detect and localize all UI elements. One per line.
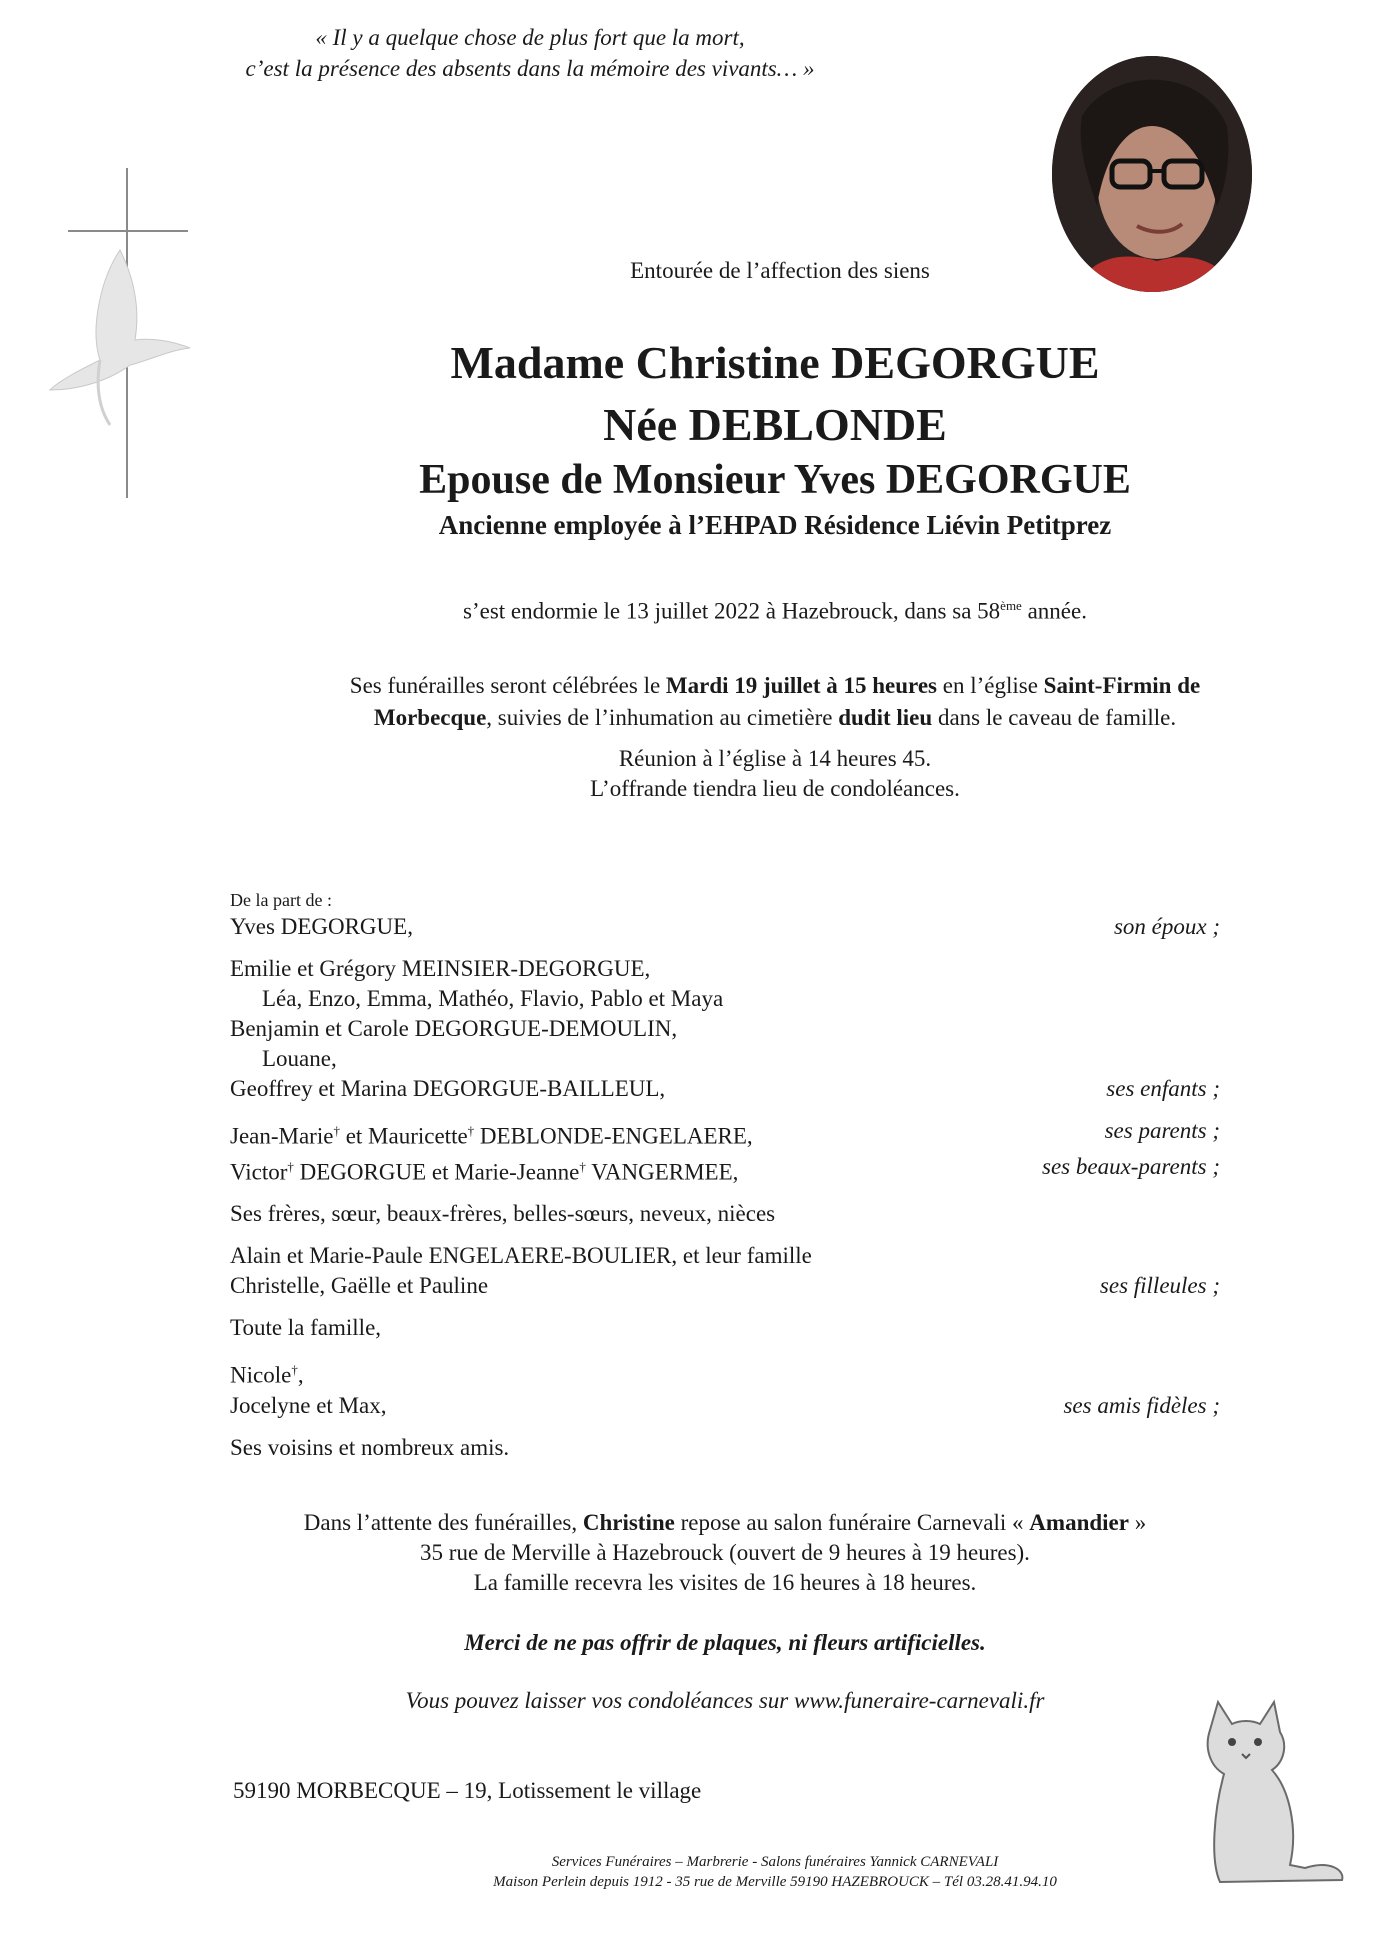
family-address: 59190 MORBECQUE – 19, Lotissement le village bbox=[233, 1778, 702, 1803]
relation-label: ses enfants ; bbox=[1106, 1076, 1220, 1101]
name-part: Victor bbox=[230, 1159, 288, 1185]
death-text-end: année. bbox=[1021, 598, 1087, 624]
dagger-mark: † bbox=[579, 1158, 586, 1174]
viewing-line-1 bbox=[200, 1508, 1250, 1538]
flowers-notice: Merci de ne pas offrir de plaques, ni fleurs artificielles. bbox=[464, 1630, 986, 1655]
entouree-line: Entourée de l’affection des siens bbox=[630, 258, 930, 283]
maiden-name: Née DEBLONDE bbox=[603, 399, 947, 450]
funeral-date: Mardi 19 juillet à 15 heures bbox=[665, 673, 938, 698]
occupation-line: Ancienne employée à l’EHPAD Résidence Liévin Petitprez bbox=[438, 510, 1112, 540]
list-item: Emilie et Grégory MEINSIER-DEGORGUE, bbox=[230, 956, 651, 981]
family-member bbox=[230, 1152, 738, 1188]
deceased-name: Madame Christine DEGORGUE bbox=[450, 337, 1100, 388]
list-item bbox=[230, 1391, 1220, 1421]
viewing-text: repose au salon funéraire Carnevali « bbox=[674, 1510, 1030, 1535]
family-member: Yves DEGORGUE, bbox=[230, 914, 413, 939]
name-part: DEBLONDE-ENGELAERE, bbox=[474, 1123, 753, 1149]
name-part: DEGORGUE et Marie-Jeanne bbox=[293, 1159, 580, 1185]
offrande-line: L’offrande tiendra lieu de condoléances. bbox=[590, 776, 960, 801]
dove-icon bbox=[40, 240, 200, 430]
quote-line-1: « Il y a quelque chose de plus fort que la mort, bbox=[315, 25, 745, 50]
list-item bbox=[230, 912, 1220, 942]
funeral-church: Saint-Firmin de Morbecque bbox=[373, 673, 1201, 730]
funeral-home-footer bbox=[300, 1852, 1250, 1892]
cross-horizontal bbox=[68, 230, 188, 232]
family-member: Christelle, Gaëlle et Pauline bbox=[230, 1273, 489, 1299]
reunion-line: Réunion à l’église à 14 heures 45. bbox=[618, 746, 932, 771]
viewing-details bbox=[200, 1508, 1250, 1598]
family-member: Geoffrey et Marina DEGORGUE-BAILLEUL, bbox=[230, 1076, 666, 1101]
list-item bbox=[230, 1271, 1220, 1301]
family-list bbox=[230, 912, 1220, 1463]
relation-label: son époux ; bbox=[1113, 914, 1220, 939]
viewing-name: Christine bbox=[582, 1510, 675, 1535]
name-part: VANGERMEE, bbox=[585, 1159, 739, 1185]
list-item: Ses voisins et nombreux amis. bbox=[230, 1434, 510, 1460]
list-item: Louane, bbox=[262, 1046, 337, 1071]
family-member: Jocelyne et Max, bbox=[230, 1392, 387, 1418]
list-item bbox=[230, 1355, 1220, 1391]
death-announcement bbox=[300, 598, 1250, 625]
dagger-mark: † bbox=[287, 1158, 294, 1174]
epigraph-quote bbox=[200, 22, 860, 84]
name-part: et Mauricette bbox=[339, 1123, 468, 1149]
relation-label: ses parents ; bbox=[1104, 1118, 1220, 1143]
portrait-photo bbox=[1052, 56, 1252, 292]
viewing-line-2: 35 rue de Merville à Hazebrouck (ouvert de 9 heures à 19 heures). bbox=[420, 1540, 1030, 1565]
family-intro: De la part de : bbox=[230, 890, 332, 910]
list-item: Ses frères, sœur, beaux-frères, belles-sœurs, neveux, nièces bbox=[230, 1201, 776, 1227]
list-item bbox=[230, 1116, 1220, 1152]
dagger-mark: † bbox=[467, 1123, 475, 1138]
death-ordinal: ème bbox=[1000, 598, 1022, 613]
dagger-mark: † bbox=[291, 1362, 298, 1378]
footer-line-2: Maison Perlein depuis 1912 - 35 rue de Merville 59190 HAZEBROUCK – Tél 03.28.41.94.10 bbox=[493, 1874, 1057, 1890]
funeral-text: en l’église bbox=[937, 673, 1044, 698]
relation-label: ses beaux-parents ; bbox=[1042, 1153, 1220, 1179]
list-item bbox=[230, 1152, 1220, 1188]
reunion-block bbox=[300, 744, 1250, 804]
viewing-text: » bbox=[1128, 1510, 1147, 1535]
dagger-mark: † bbox=[333, 1123, 340, 1138]
list-item: Toute la famille, bbox=[230, 1315, 382, 1341]
funeral-text: dans le caveau de famille. bbox=[932, 705, 1177, 730]
viewing-line-3: La famille recevra les visites de 16 heures à 18 heures. bbox=[473, 1570, 977, 1595]
list-item: Benjamin et Carole DEGORGUE-DEMOULIN, bbox=[230, 1016, 678, 1041]
name-part: Jean-Marie bbox=[230, 1123, 334, 1149]
name-part: , bbox=[297, 1362, 304, 1388]
list-item: Alain et Marie-Paule ENGELAERE-BOULIER, et leur famille bbox=[230, 1243, 812, 1269]
family-member bbox=[230, 1116, 753, 1152]
death-text: s’est endormie le 13 juillet 2022 à Hazebrouck, dans sa 58 bbox=[463, 598, 1001, 624]
funeral-text: , suivies de l’inhumation au cimetière bbox=[486, 705, 839, 730]
funeral-text: Ses funérailles seront célébrées le bbox=[349, 673, 666, 698]
condolences-notice: Vous pouvez laisser vos condoléances sur www.funeraire-carnevali.fr bbox=[405, 1688, 1045, 1713]
quote-line-2: c’est la présence des absents dans la mémoire des vivants… » bbox=[245, 56, 815, 81]
name-part: Nicole bbox=[230, 1362, 292, 1388]
funeral-details bbox=[300, 670, 1250, 734]
funeral-place: dudit lieu bbox=[838, 705, 933, 730]
footer-line-1: Services Funéraires – Marbrerie - Salons funéraires Yannick CARNEVALI bbox=[551, 1854, 999, 1870]
viewing-text: Dans l’attente des funérailles, bbox=[303, 1510, 583, 1535]
list-item bbox=[230, 1074, 1220, 1104]
relation-label: ses amis fidèles ; bbox=[1063, 1392, 1220, 1418]
list-item: Léa, Enzo, Emma, Mathéo, Flavio, Pablo et Maya bbox=[262, 986, 724, 1011]
viewing-salon: Amandier bbox=[1029, 1510, 1129, 1535]
spouse-line: Epouse de Monsieur Yves DEGORGUE bbox=[419, 457, 1131, 503]
relation-label: ses filleules ; bbox=[1099, 1273, 1220, 1299]
